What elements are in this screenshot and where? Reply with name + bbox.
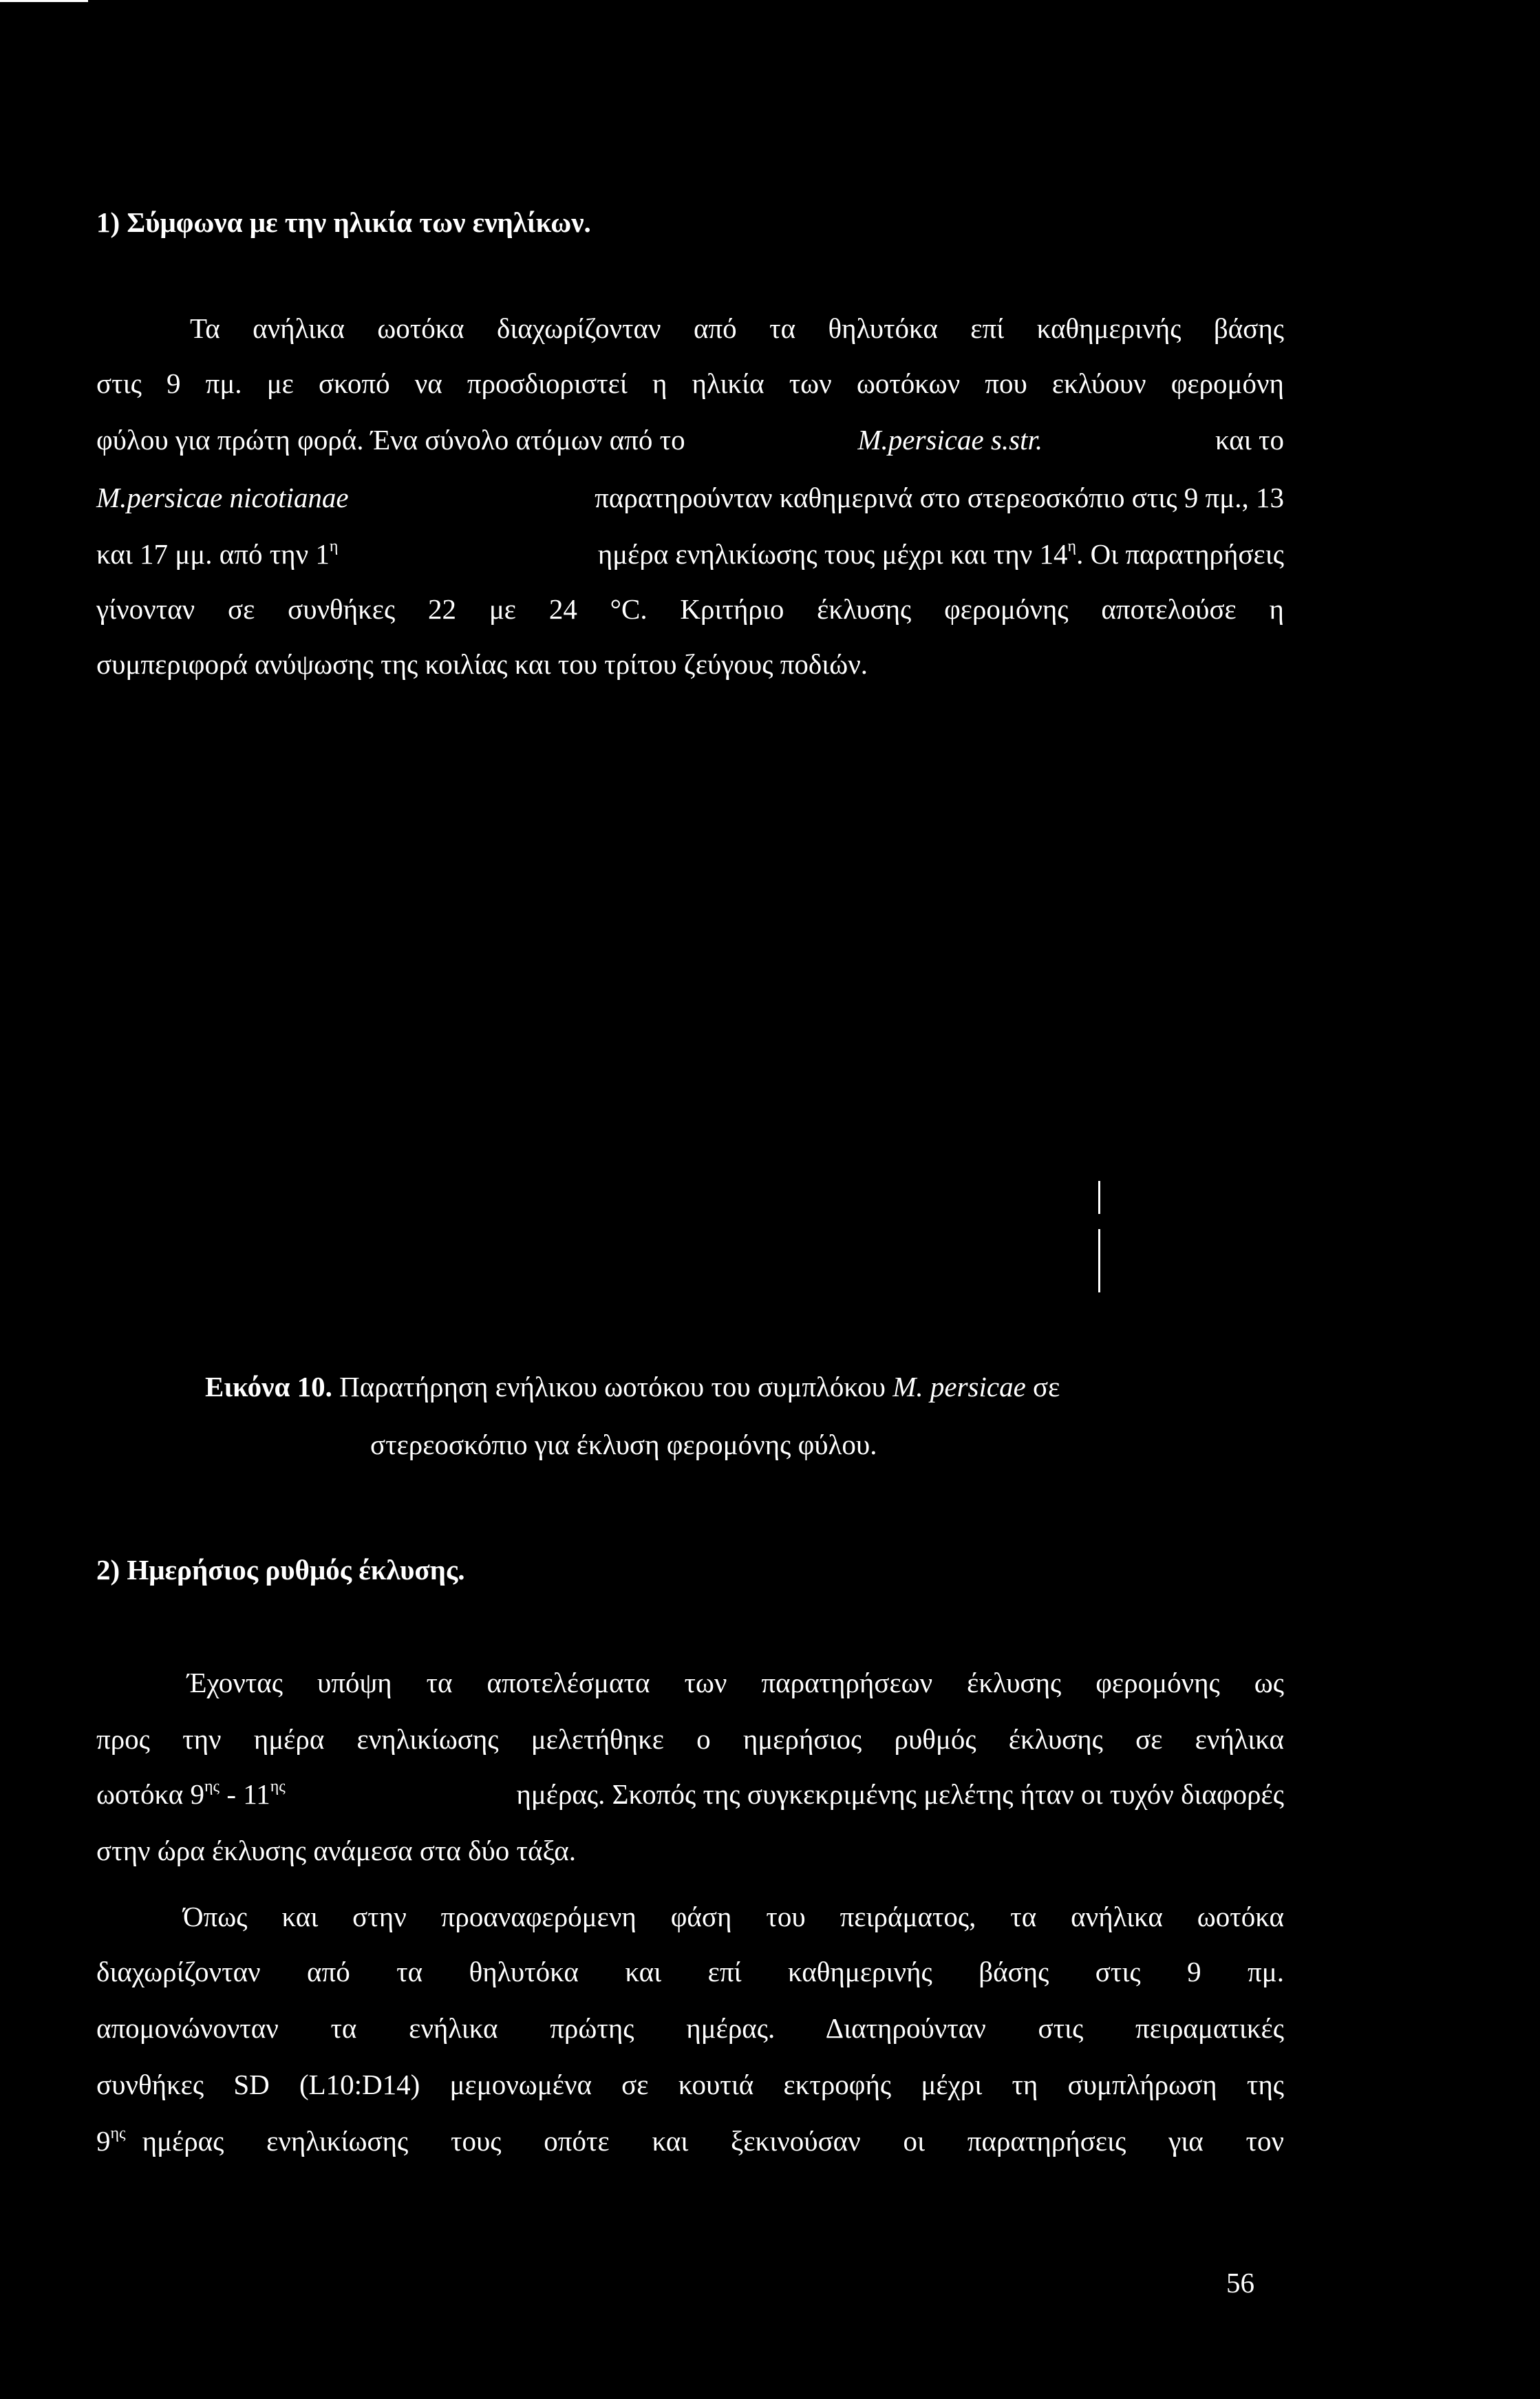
figure-caption-end: σε [1033, 1371, 1060, 1403]
paragraph-1-line-3-text: φύλου για πρώτη φορά. Ένα σύνολο ατόμων από το [96, 424, 685, 456]
paragraph-2-line-3-text: ημέρας. Σκοπός της συγκεκριμένης μελέτης ήταν οι τυχόν διαφορές [516, 1778, 1284, 1810]
vertical-mark [1098, 1181, 1100, 1214]
paragraph-1-line-4 [96, 480, 1284, 515]
paragraph-3-line-5-start: $9^{\eta\varsigma}$ [96, 2124, 126, 2157]
paragraph-1-line-1: Τα ανήλικα ωοτόκα διαχωρίζονταν από τα θηλυτόκα επί καθημερινής βάσης [190, 312, 1284, 344]
paragraph-1-line-4-text: παρατηρούνταν καθημερινά στο στερεοσκόπιο στις 9 πμ., 13 [595, 482, 1284, 513]
figure-caption [205, 1369, 1060, 1404]
paragraph-2-line-4: στην ώρα έκλυσης ανάμεσα στα δύο τάξα. [96, 1835, 576, 1866]
paragraph-3-line-3: απομονώνονταν τα ενήλικα πρώτης ημέρας. Διατηρούνταν στις πειραματικές [96, 2012, 1284, 2044]
paragraph-1-line-5 [96, 537, 1284, 571]
paragraph-1-line-5-start: και 17 μμ. από την $1^\eta$ [96, 537, 339, 570]
vertical-mark [1098, 1229, 1100, 1292]
top-edge-line [0, 0, 88, 2]
paragraph-1-line-3 [96, 423, 1284, 457]
section-1-heading: 1) Σύμφωνα με την ηλικία των ενηλίκων. [96, 206, 591, 238]
paragraph-1-line-6: γίνονταν σε συνθήκες 22 με 24 °C. Κριτήριο έκλυσης φερομόνης αποτελούσε η [96, 593, 1284, 625]
paragraph-3-line-1: Όπως και στην προαναφερόμενη φάση του πειράματος, τα ανήλικα ωοτόκα [183, 1901, 1284, 1932]
section-2-heading: 2) Ημερήσιος ρυθμός έκλυσης. [96, 1554, 465, 1586]
paragraph-3-line-2: διαχωρίζονταν από τα θηλυτόκα και επί καθημερινής βάσης στις 9 πμ. [96, 1956, 1284, 1987]
paragraph-2-line-2: προς την ημέρα ενηλικίωσης μελετήθηκε ο ημερήσιος ρυθμός έκλυσης σε ενήλικα [96, 1723, 1284, 1755]
paragraph-2-line-1: Έχοντας υπόψη τα αποτελέσματα των παρατηρήσεων έκλυσης φερομόνης ως [187, 1667, 1284, 1698]
figure-caption-text: Παρατήρηση ενήλικου ωοτόκου του συμπλόκου [339, 1371, 886, 1403]
paragraph-1-line-7: συμπεριφορά ανύψωσης της κοιλίας και του τρίτου ζεύγους ποδιών. [96, 648, 868, 680]
figure-label: Εικόνα 10. [205, 1371, 332, 1403]
paragraph-1-line-3-end: και το [1215, 424, 1284, 456]
paragraph-3-line-4: συνθήκες SD (L10:D14) μεμονωμένα σε κουτιά εκτροφής μέχρι τη συμπλήρωση της [96, 2069, 1284, 2100]
figure-caption-taxon: M. persicae [892, 1371, 1026, 1403]
taxon-persicae-sstr: M.persicae s.str. [857, 424, 1043, 456]
figure-caption-line-2: στερεοσκόπιο για έκλυση φερομόνης φύλου. [370, 1429, 877, 1460]
paragraph-3-line-5 [96, 2124, 1284, 2158]
paragraph-2-line-3-start: ωοτόκα $9^{\eta\varsigma} - 11^{\eta\varsigma}$ [96, 1778, 286, 1810]
page-number: 56 [1226, 2267, 1254, 2299]
paragraph-3-line-5-text: ημέρας ενηλικίωσης τους οπότε και ξεκινούσαν οι παρατηρήσεις για τον [142, 2125, 1284, 2157]
paragraph-2-line-3 [96, 1777, 1284, 1811]
paragraph-1-line-2: στις 9 πμ. με σκοπό να προσδιοριστεί η ηλικία των ωοτόκων που εκλύουν φερομόνη [96, 367, 1284, 399]
paragraph-1-line-5-mid: ημέρα ενηλικίωσης τους μέχρι και την $14^\eta$. Οι παρατηρήσεις [597, 537, 1284, 570]
taxon-persicae-nicotianae: M.persicae nicotianae [96, 482, 349, 513]
